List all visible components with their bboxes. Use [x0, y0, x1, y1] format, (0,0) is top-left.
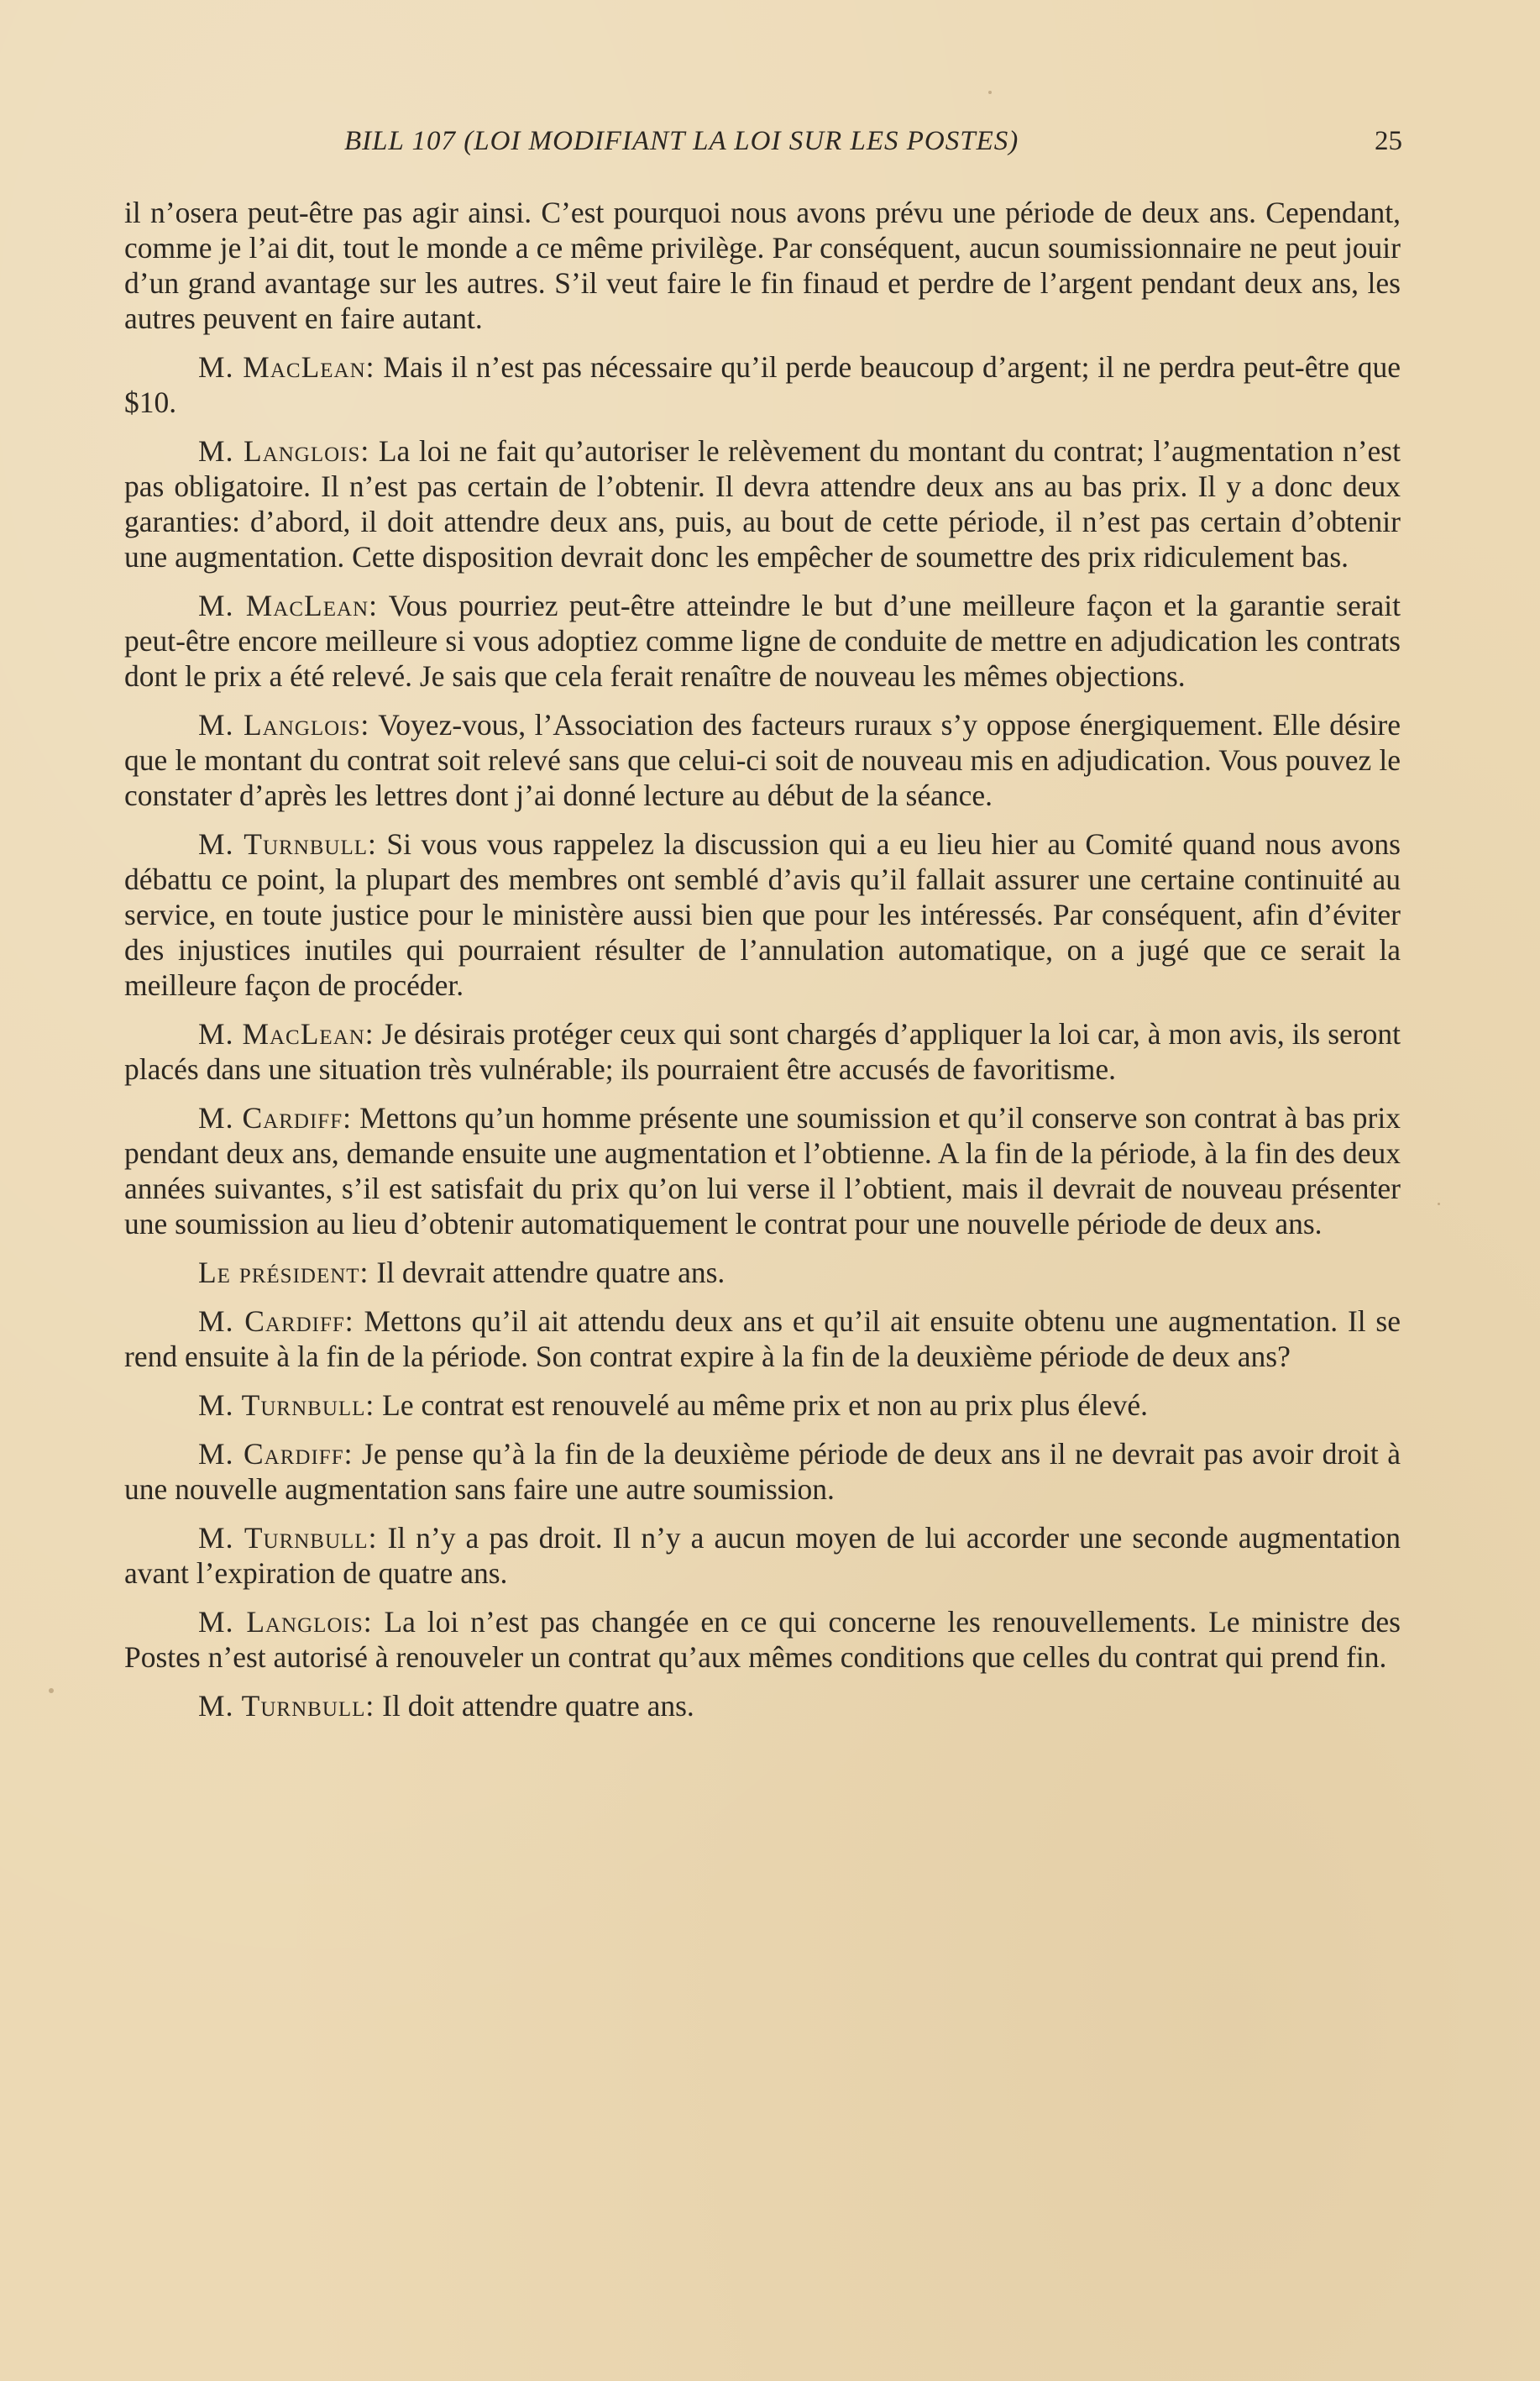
paragraph-text: La loi n’est pas changée en ce qui concerne les renouvellements. Le ministre des Postes n’est autorisé à renouveler un contrat qu’aux mêmes conditions que celles du contrat qui prend fin.: [124, 1605, 1401, 1674]
paragraph-text: Je désirais protéger ceux qui sont chargés d’appliquer la loi car, à mon avis, ils seront placés dans une situation très vulnérable; ils pourraient être accusés de favoritisme.: [124, 1017, 1401, 1086]
paragraph-text: Il n’y a pas droit. Il n’y a aucun moyen de lui accorder une seconde augmentation avant l’expiration de quatre ans.: [124, 1521, 1401, 1590]
speaker-name: M. Cardiff:: [198, 1437, 354, 1471]
body-text: [124, 195, 1401, 1723]
speaker-name: M. Turnbull:: [198, 1388, 375, 1422]
paragraph-text: il n’osera peut-être pas agir ainsi. C’est pourquoi nous avons prévu une période de deux ans. Cependant, comme je l’ai dit, tout le monde a ce même privilège. Par conséquent, aucun soumissionnaire ne peut jouir d’un grand avantage sur les autres. S’il veut faire le fin finaud et perdre de l’argent pendant deux ans, les autres peuvent en faire autant.: [124, 196, 1401, 335]
paragraph-11: [124, 1387, 1401, 1423]
paper-speck: [1438, 1203, 1440, 1205]
speaker-name: M. Cardiff:: [198, 1304, 354, 1338]
paragraph-1: [124, 195, 1401, 336]
speaker-name: M. MacLean:: [198, 1017, 375, 1051]
paragraph-7: [124, 1016, 1401, 1087]
paragraph-text: Il doit attendre quatre ans.: [382, 1689, 694, 1723]
running-head: [124, 118, 1401, 176]
paragraph-text: Vous pourriez peut-être atteindre le but d’une meilleure façon et la garantie serait peut-être encore meilleure si vous adoptiez comme ligne de conduite de mettre en adjudication les contrats dont le prix a été relevé. Je sais que cela ferait renaître de nouveau les mêmes objections.: [124, 589, 1401, 693]
paragraph-9: [124, 1255, 1401, 1290]
paper-speck: [988, 91, 992, 94]
paragraph-8: [124, 1100, 1401, 1241]
paper-speck: [49, 1688, 54, 1693]
paragraph-text: La loi ne fait qu’autoriser le relèvement du montant du contrat; l’augmentation n’est pas obligatoire. Il n’est pas certain de l’obtenir. Il devra attendre deux ans au bas prix. Il y a donc deux garanties: d’abord, il doit attendre deux ans, puis, au bout de cette période, il n’est pas certain d’obtenir une augmentation. Cette disposition devrait donc les empêcher de soumettre des prix ridiculement bas.: [124, 434, 1401, 574]
speaker-name: M. Turnbull:: [198, 827, 377, 861]
paragraph-12: [124, 1436, 1401, 1507]
paragraph-15: [124, 1688, 1401, 1723]
paragraph-text: Je pense qu’à la fin de la deuxième période de deux ans il ne devrait pas avoir droit à une nouvelle augmentation sans faire une autre soumission.: [124, 1437, 1401, 1506]
speaker-name: M. Turnbull:: [198, 1689, 375, 1723]
paragraph-5: [124, 707, 1401, 813]
paragraph-6: [124, 826, 1401, 1003]
paragraph-10: [124, 1303, 1401, 1374]
paragraph-13: [124, 1520, 1401, 1591]
paragraph-text: Mettons qu’il ait attendu deux ans et qu’il ait ensuite obtenu une augmentation. Il se rend ensuite à la fin de la période. Son contrat expire à la fin de la deuxième période de deux ans?: [124, 1304, 1401, 1373]
document-page: [124, 118, 1401, 1737]
speaker-name: M. MacLean:: [198, 350, 375, 384]
paragraph-text: Mettons qu’un homme présente une soumission et qu’il conserve son contrat à bas prix pendant deux ans, demande ensuite une augmentation et l’obtienne. A la fin de la période, à la fin des deux années suivantes, s’il est satisfait du prix qu’on lui verse il l’obtient, mais il devrait de nouveau présenter une soumission au lieu d’obtenir automatiquement le contrat pour une nouvelle période de deux ans.: [124, 1101, 1401, 1240]
running-title: BILL 107 (LOI MODIFIANT LA LOI SUR LES POSTES): [344, 126, 1019, 156]
paragraph-4: [124, 588, 1401, 694]
speaker-name: M. Cardiff:: [198, 1101, 352, 1135]
speaker-name: M. Langlois:: [198, 434, 370, 468]
paragraph-text: Il devrait attendre quatre ans.: [376, 1256, 725, 1289]
speaker-name: M. MacLean:: [198, 589, 378, 622]
page-number: 25: [1375, 126, 1402, 156]
paragraph-text: Si vous vous rappelez la discussion qui a eu lieu hier au Comité quand nous avons débattu ce point, la plupart des membres ont semblé d’avis qu’il fallait assurer une certaine continuité au service, en toute justice pour le ministère aussi bien que pour les intéressés. Par conséquent, afin d’éviter des injustices inutiles qui pourraient résulter de l’annulation automatique, on a jugé que ce serait la meilleure façon de procéder.: [124, 827, 1401, 1002]
paragraph-text: Le contrat est renouvelé au même prix et non au prix plus élevé.: [382, 1388, 1148, 1422]
speaker-name: Le président:: [198, 1256, 369, 1289]
paragraph-3: [124, 433, 1401, 574]
paragraph-text: Mais il n’est pas nécessaire qu’il perde beaucoup d’argent; il ne perdra peut-être que $10.: [124, 350, 1401, 419]
paragraph-text: Voyez-vous, l’Association des facteurs ruraux s’y oppose énergiquement. Elle désire que le montant du contrat soit relevé sans que celui-ci soit de nouveau mis en adjudication. Vous pouvez le constater d’après les lettres dont j’ai donné lecture au début de la séance.: [124, 708, 1401, 812]
speaker-name: M. Langlois:: [198, 708, 370, 742]
speaker-name: M. Turnbull:: [198, 1521, 378, 1555]
paragraph-2: [124, 349, 1401, 420]
paragraph-14: [124, 1604, 1401, 1675]
speaker-name: M. Langlois:: [198, 1605, 373, 1639]
